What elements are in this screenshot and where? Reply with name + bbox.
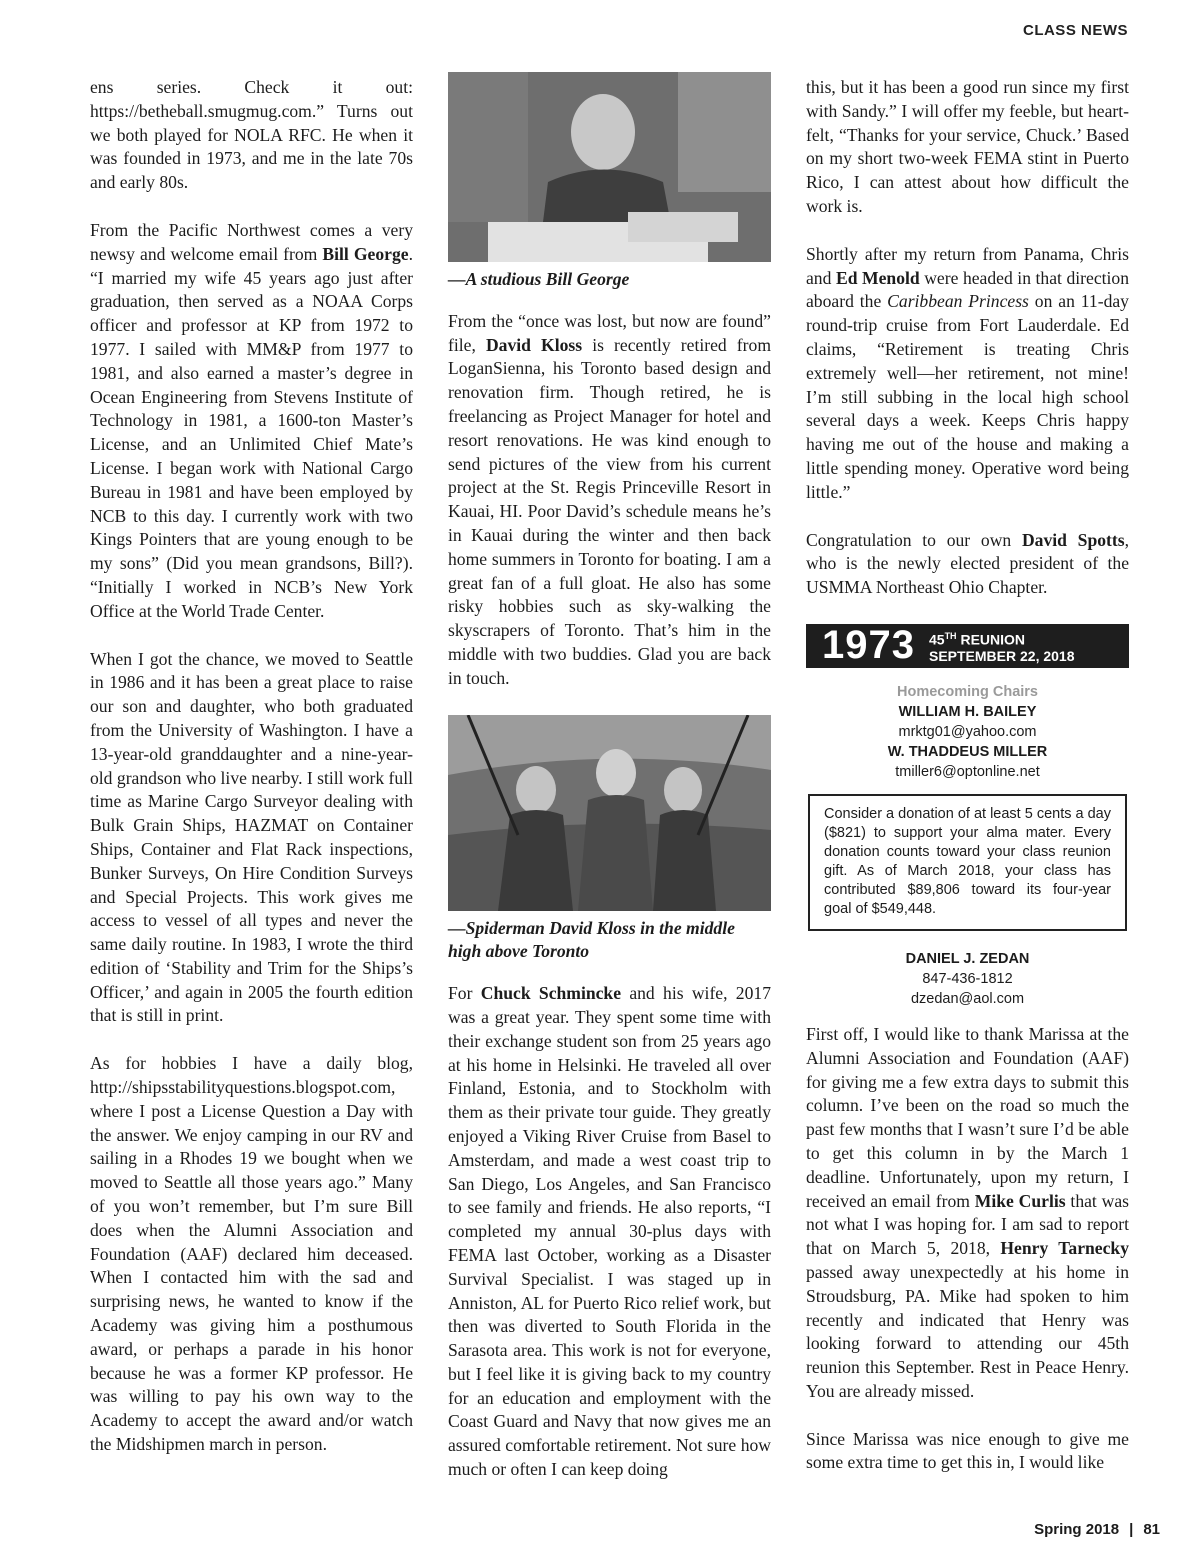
person-name: Bill George — [322, 243, 409, 264]
paragraph: From the “once was lost, but now are found” file, David Kloss is recently retired from LoganSienna, his Toronto based design and renovation firm. Though retired, he is freelancing as Project Manager for hotel and resort renovations. He was kind enough to send pictures of the view from his current project at the St. Regis Princeville Resort in Kauai, HI. Poor David’s schedule means he’s in Kauai during the winter and then back home summers in Toronto for boating. I am a great fan of a full gloat. He also has some risky hobbies such as sky-walking the skyscrapers of Toronto. That’s him in the middle with two buddies. Glad you are back in touch. — [448, 310, 771, 688]
person-name: Ed Menold — [835, 267, 920, 288]
reunion-date: SEPTEMBER 22, 2018 — [928, 647, 1075, 664]
paragraph: ens series. Check it out: https://betheball.smugmug.com.” Turns out we both played for NOLA RFC. He when it was founded in 1973, and me in the late 70s and early 80s. — [90, 77, 413, 193]
paragraph: this, but it has been a good run since my first with Sandy.” I will offer my feeble, but heart-felt, “Thanks for your service, Chuck.’ Based on my short two-week FEMA stint in Puerto Rico, I can attest about how difficult the work is. — [806, 77, 1129, 216]
reunion-banner — [806, 624, 1129, 668]
column-2 — [448, 72, 771, 1482]
paragraph: From the Pacific Northwest comes a very newsy and welcome email from Bill George. “I married my wife 45 years ago just after graduation, then served as a NOAA Corps officer and professor at KP from 1972 to 1977. I sailed with MM&P from 1977 to 1981, and also earned a master’s degree in Ocean Engineering from Stevens Institute of Technology in 1981, a 1600-ton Master’s License, and an Unlimited Chief Mate’s License. I began work with National Cargo Bureau in 1981 and have been employed by NCB to this day. I currently work with two Kings Pointers that are young enough to be my sons” (Did you mean grandsons, Bill?). “Initially I worked in NCB’s New York Office at the World Trade Center. — [90, 219, 413, 621]
person-name: Mike Curlis — [974, 1190, 1066, 1211]
issue-label: Spring 2018 — [1034, 1521, 1120, 1538]
column-1 — [90, 76, 413, 1457]
person-name: Henry Tarnecky — [1000, 1238, 1129, 1259]
homecoming-chairs — [806, 682, 1129, 782]
class-correspondent — [806, 949, 1129, 1009]
person-name: Chuck Schmincke — [480, 983, 622, 1004]
section-label: CLASS NEWS — [1022, 22, 1128, 39]
paragraph: Since Marissa was nice enough to give me some extra time to get this in, I would like — [806, 1428, 1129, 1473]
chair-email[interactable]: tmiller6@optonline.net — [895, 763, 1040, 780]
paragraph: For Chuck Schmincke and his wife, 2017 was a great year. They spent some time with their exchange student son from 25 years ago at his home in Helsinki. He traveled all over Finland, Estonia, and to Stockholm with them as their private tour guide. They greatly enjoyed a Viking River Cruise from Basel to Amsterdam, and made a west coast trip to San Diego, Los Angeles, and San Francisco to see family and friends. He also reports, “I completed my annual 30-plus days with FEMA last October, working as a Disaster Survival Specialist. I was staged up in Anniston, AL for Puerto Rico relief work, but then was diverted to South Florida in the Sarasota area. This work is not for everyone, but I feel like it is giving back to my country for an education and employment with the Coast Guard and Navy that now gives me an assured comfortable retirement. Not sure how much or often I can keep doing — [448, 983, 771, 1480]
column-3 — [806, 76, 1129, 1475]
paragraph: Shortly after my return from Panama, Chris and Ed Menold were headed in that direction aboard the Caribbean Princess on an 11-day round-trip cruise from Fort Lauderdale. Ed claims, “Retirement is treating Chris extremely well—her retirement, not mine! I’m still subbing in the local high school several days a week. Keeps Chris happy having me out of the house and making a little spending money. Operative word being little.” — [806, 243, 1129, 502]
photo-david-kloss-image — [448, 715, 771, 911]
chair-name: W. THADDEUS MILLER — [887, 743, 1048, 760]
chairs-heading: Homecoming Chairs — [897, 683, 1038, 700]
caption: —A studious Bill George — [448, 269, 630, 289]
caption: —Spiderman David Kloss in the middle high above Toronto — [448, 917, 735, 962]
reunion-info: 45TH REUNION SEPTEMBER 22, 2018 — [928, 631, 1075, 664]
chair-name: WILLIAM H. BAILEY — [898, 703, 1037, 720]
photo-bill-george — [448, 72, 771, 262]
correspondent-email[interactable]: dzedan@aol.com — [910, 990, 1025, 1007]
paragraph: First off, I would like to thank Marissa at the Alumni Association and Foundation (AAF) for giving me a few extra days to submit this column. I’ve been on the road so much the past few months that I wasn’t sure I’d be able to get this column in by the March 1 deadline. Unfortunately, upon my return, I received an email from Mike Curlis that was not what I was hoping for. I am sad to report that on March 5, 2018, Henry Tarnecky passed away unexpectedly at his home in Stroudsburg, PA. Mike had spoken to him recently and indicated that Henry was looking forward to attending our 45th reunion this September. Rest in Peace Henry. You are already missed. — [806, 1023, 1129, 1401]
page-number: 81 — [1143, 1521, 1160, 1538]
footer-separator: | — [1129, 1521, 1134, 1538]
correspondent-name: DANIEL J. ZEDAN — [905, 950, 1030, 967]
person-name: David Spotts — [1021, 529, 1125, 550]
donation-box: Consider a donation of at least 5 cents a day ($821) to support your alma mater. Every donation counts toward your class reunion gift. As of March 2018, your class has contributed $89,806 toward its four-year goal of $549,448. — [808, 794, 1127, 931]
correspondent-phone: 847-436-1812 — [922, 970, 1013, 987]
person-name: David Kloss — [485, 334, 583, 355]
page-footer — [1034, 1521, 1160, 1538]
reunion-year: 1973 — [822, 623, 915, 668]
chair-email[interactable]: mrktg01@yahoo.com — [898, 723, 1037, 740]
photo-david-kloss — [448, 715, 771, 911]
paragraph: Congratulation to our own David Spotts, who is the newly elected president of the USMMA Northeast Ohio Chapter. — [806, 529, 1130, 598]
paragraph: As for hobbies I have a daily blog, http://shipsstabilityquestions.blogspot.com, where I post a License Question a Day with the answer. We enjoy camping in our RV and sailing in a Rhodes 19 we bought when we moved to Seattle all those years ago.” Many of you won’t remember, but I’m sure Bill does when the Alumni Association and Foundation (AAF) declared him deceased. When I contacted him with the sad and surprising news, he wanted to know if the Academy was giving him a posthumous award, or perhaps a parade in his honor because he was a former KP professor. He was willing to pay his own way to the Academy to accept the award and/or watch the Midshipmen march in person. — [90, 1053, 413, 1455]
paragraph: When I got the chance, we moved to Seattle in 1986 and it has been a great place to raise our son and daughter, who both graduated from the University of Washington. I have a 13-year-old granddaughter and a nine-year-old grandson who live nearby. I still work full time as Marine Cargo Surveyor dealing with Bulk Grain Ships, HAZMAT on Container Ships, Container and Flat Rack inspections, Bunker Surveys, On Hire Condition Surveys and Special Projects. This work gives me access to vessel of all types and never the same daily routine. In 1983, I wrote the third edition of ‘Stability and Trim for the Ships’s Officer,’ and again in 2005 the fourth edition that is still in print. — [90, 648, 413, 1026]
ship-name: Caribbean Princess — [887, 291, 1029, 312]
photo-bill-george-image — [448, 72, 771, 262]
